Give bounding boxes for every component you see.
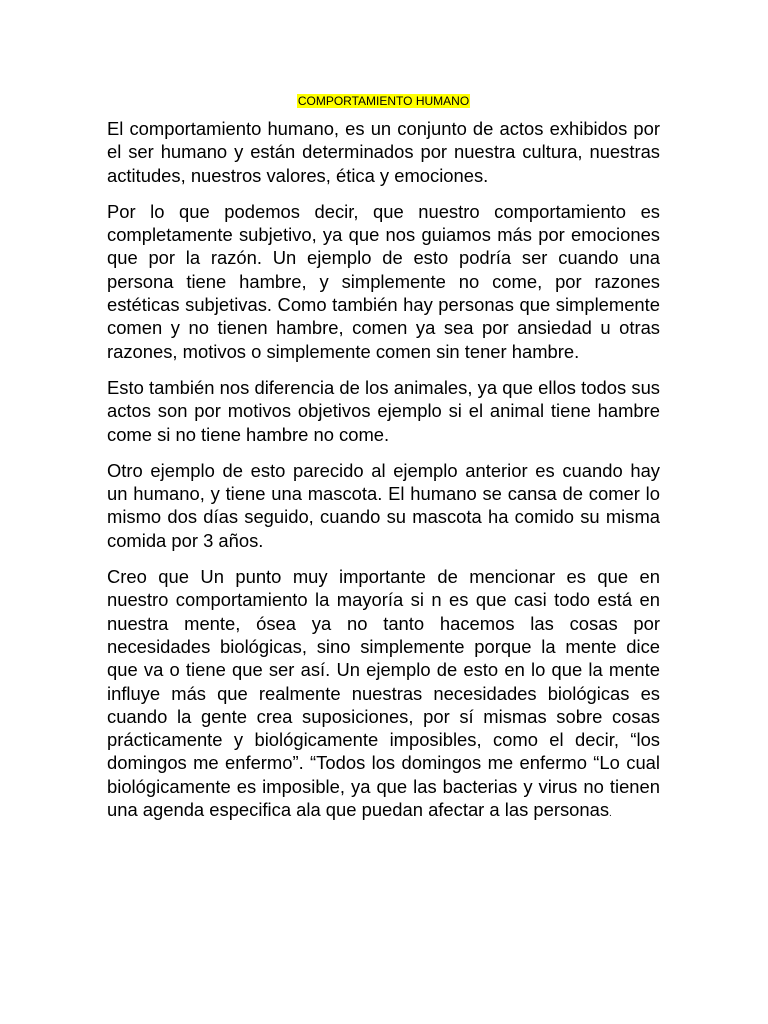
paragraph-3: Esto también nos diferencia de los animales, ya que ellos todos sus actos son por motivos objetivos ejemplo si el animal tiene hambre come si no tiene hambre no come. <box>107 376 660 445</box>
paragraph-2: Por lo que podemos decir, que nuestro comportamiento es completamente subjetivo, ya que nos guiamos más por emociones que por la razón. Un ejemplo de esto podría ser cuando una persona tiene hambre, y simplemente no come, por razones estéticas subjetivas. Como también hay personas que simplemente comen y no tienen hambre, comen ya sea por ansiedad u otras razones, motivos o simplemente comen sin tener hambre. <box>107 200 660 362</box>
paragraph-1: El comportamiento humano, es un conjunto de actos exhibidos por el ser humano y están determinados por nuestra cultura, nuestras actitudes, nuestros valores, ética y emociones. <box>107 118 660 186</box>
paragraph-5-end-punctuation: . <box>609 808 612 820</box>
paragraph-4: Otro ejemplo de esto parecido al ejemplo anterior es cuando hay un humano, y tiene una mascota. El humano se cansa de comer lo mismo dos días seguido, cuando su mascota ha comido su misma comida por 3 años. <box>107 459 660 551</box>
paragraph-5 <box>107 565 660 825</box>
title-wrapper <box>107 92 660 110</box>
document-page <box>107 92 660 838</box>
paragraph-5-text: Creo que Un punto muy importante de mencionar es que en nuestro comportamiento la mayoría si n es que casi todo está en nuestra mente, ósea ya no tanto hacemos las cosas por necesidades biológicas, sino simplemente porque la mente dice que va o tiene que ser así. Un ejemplo de esto en lo que la mente influye más que realmente nuestras necesidades biológicas es cuando la gente crea suposiciones, por sí mismas sobre cosas prácticamente y biológicamente imposibles, como el decir, “los domingos me enfermo”. “Todos los domingos me enfermo “Lo cual biológicamente es imposible, ya que las bacterias y virus no tienen una agenda especifica ala que puedan afectar a las personas <box>107 566 660 821</box>
document-title: COMPORTAMIENTO HUMANO <box>297 94 470 108</box>
